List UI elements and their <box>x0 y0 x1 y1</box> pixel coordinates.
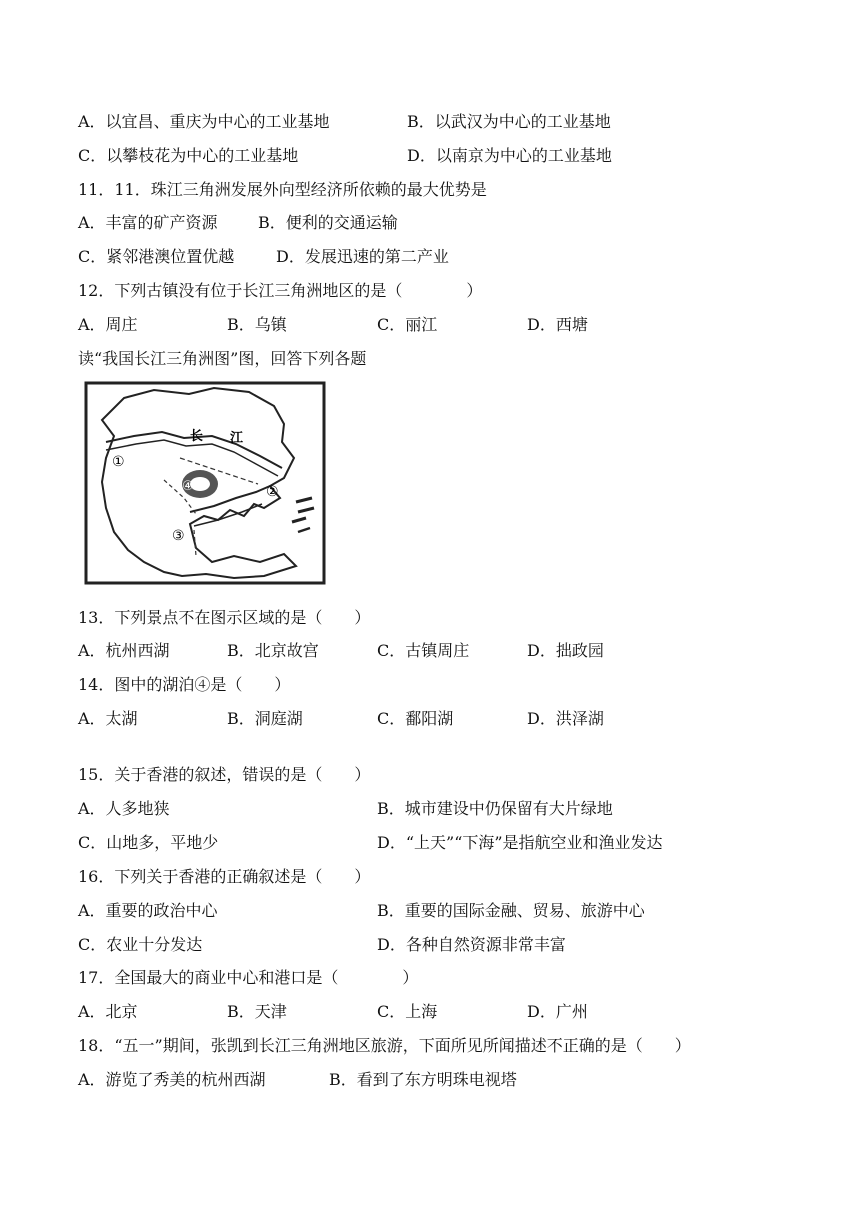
q16-option-b: B．重要的国际金融、贸易、旅游中心 <box>377 901 645 920</box>
q17-option-c: C．上海 <box>377 1002 438 1021</box>
yangtze-delta-map <box>84 380 328 588</box>
q12-option-c: C．丽江 <box>377 315 438 334</box>
q11-option-b: B．便利的交通运输 <box>258 213 398 232</box>
q11-option-d: D．发展迅速的第二产业 <box>276 247 449 266</box>
q12-stem: 12．下列古镇没有位于长江三角洲地区的是（ ） <box>78 281 483 300</box>
q11-option-a: A．丰富的矿产资源 <box>78 213 218 232</box>
q12-option-d: D．西塘 <box>527 315 588 334</box>
q16-option-c: C．农业十分发达 <box>78 935 203 954</box>
q15-option-a: A．人多地狭 <box>78 799 170 818</box>
marker-2: ② <box>266 484 279 500</box>
map-instruction: 读“我国长江三角洲图”图，回答下列各题 <box>78 349 367 368</box>
q17-stem: 17．全国最大的商业中心和港口是（ ） <box>78 968 419 987</box>
q12-option-a: A．周庄 <box>78 315 138 334</box>
q13-option-d: D．拙政园 <box>527 641 604 660</box>
q16-option-d: D．各种自然资源非常丰富 <box>377 935 566 954</box>
q18-stem: 18．“五一”期间，张凯到长江三角洲地区旅游，下面所见所闻描述不正确的是（ ） <box>78 1036 691 1055</box>
q15-stem: 15．关于香港的叙述，错误的是（ ） <box>78 765 371 784</box>
q10-option-a: A．以宜昌、重庆为中心的工业基地 <box>78 112 330 131</box>
q14-stem: 14．图中的湖泊④是（ ） <box>78 675 291 694</box>
q15-option-c: C．山地多，平地少 <box>78 833 219 852</box>
q14-option-b: B．洞庭湖 <box>227 709 303 728</box>
q10-option-c: C．以攀枝花为中心的工业基地 <box>78 146 299 165</box>
q18-option-a: A．游览了秀美的杭州西湖 <box>78 1070 266 1089</box>
q10-option-b: B．以武汉为中心的工业基地 <box>407 112 611 131</box>
q13-option-c: C．古镇周庄 <box>377 641 470 660</box>
q11-option-c: C．紧邻港澳位置优越 <box>78 247 235 266</box>
q17-option-d: D．广州 <box>527 1002 588 1021</box>
river-label-1: 长 <box>190 429 204 444</box>
marker-3: ③ <box>172 528 185 544</box>
q11-stem: 11．11．珠江三角洲发展外向型经济所依赖的最大优势是 <box>78 180 487 199</box>
q18-option-b: B．看到了东方明珠电视塔 <box>329 1070 517 1089</box>
q16-option-a: A．重要的政治中心 <box>78 901 218 920</box>
q13-option-a: A．杭州西湖 <box>78 641 170 660</box>
q12-option-b: B．乌镇 <box>227 315 287 334</box>
q15-option-d: D．“上天”“下海”是指航空业和渔业发达 <box>377 833 663 852</box>
q16-stem: 16．下列关于香港的正确叙述是（ ） <box>78 867 371 886</box>
hangzhou-bay-south <box>194 504 262 526</box>
q17-option-b: B．天津 <box>227 1002 287 1021</box>
q14-option-a: A．太湖 <box>78 709 138 728</box>
q17-option-a: A．北京 <box>78 1002 138 1021</box>
island <box>292 518 306 522</box>
q15-option-b: B．城市建设中仍保留有大片绿地 <box>377 799 613 818</box>
q14-option-c: C．鄱阳湖 <box>377 709 454 728</box>
q14-option-d: D．洪泽湖 <box>527 709 604 728</box>
q13-option-b: B．北京故宫 <box>227 641 319 660</box>
marker-1: ① <box>112 454 125 470</box>
river-label-2: 江 <box>230 431 244 446</box>
marker-4: ④ <box>182 479 194 494</box>
q13-stem: 13．下列景点不在图示区域的是（ ） <box>78 608 371 627</box>
island <box>296 498 312 502</box>
island <box>298 528 310 532</box>
q10-option-d: D．以南京为中心的工业基地 <box>407 146 612 165</box>
yangtze-river-south-bank <box>106 440 278 476</box>
island <box>298 508 314 512</box>
